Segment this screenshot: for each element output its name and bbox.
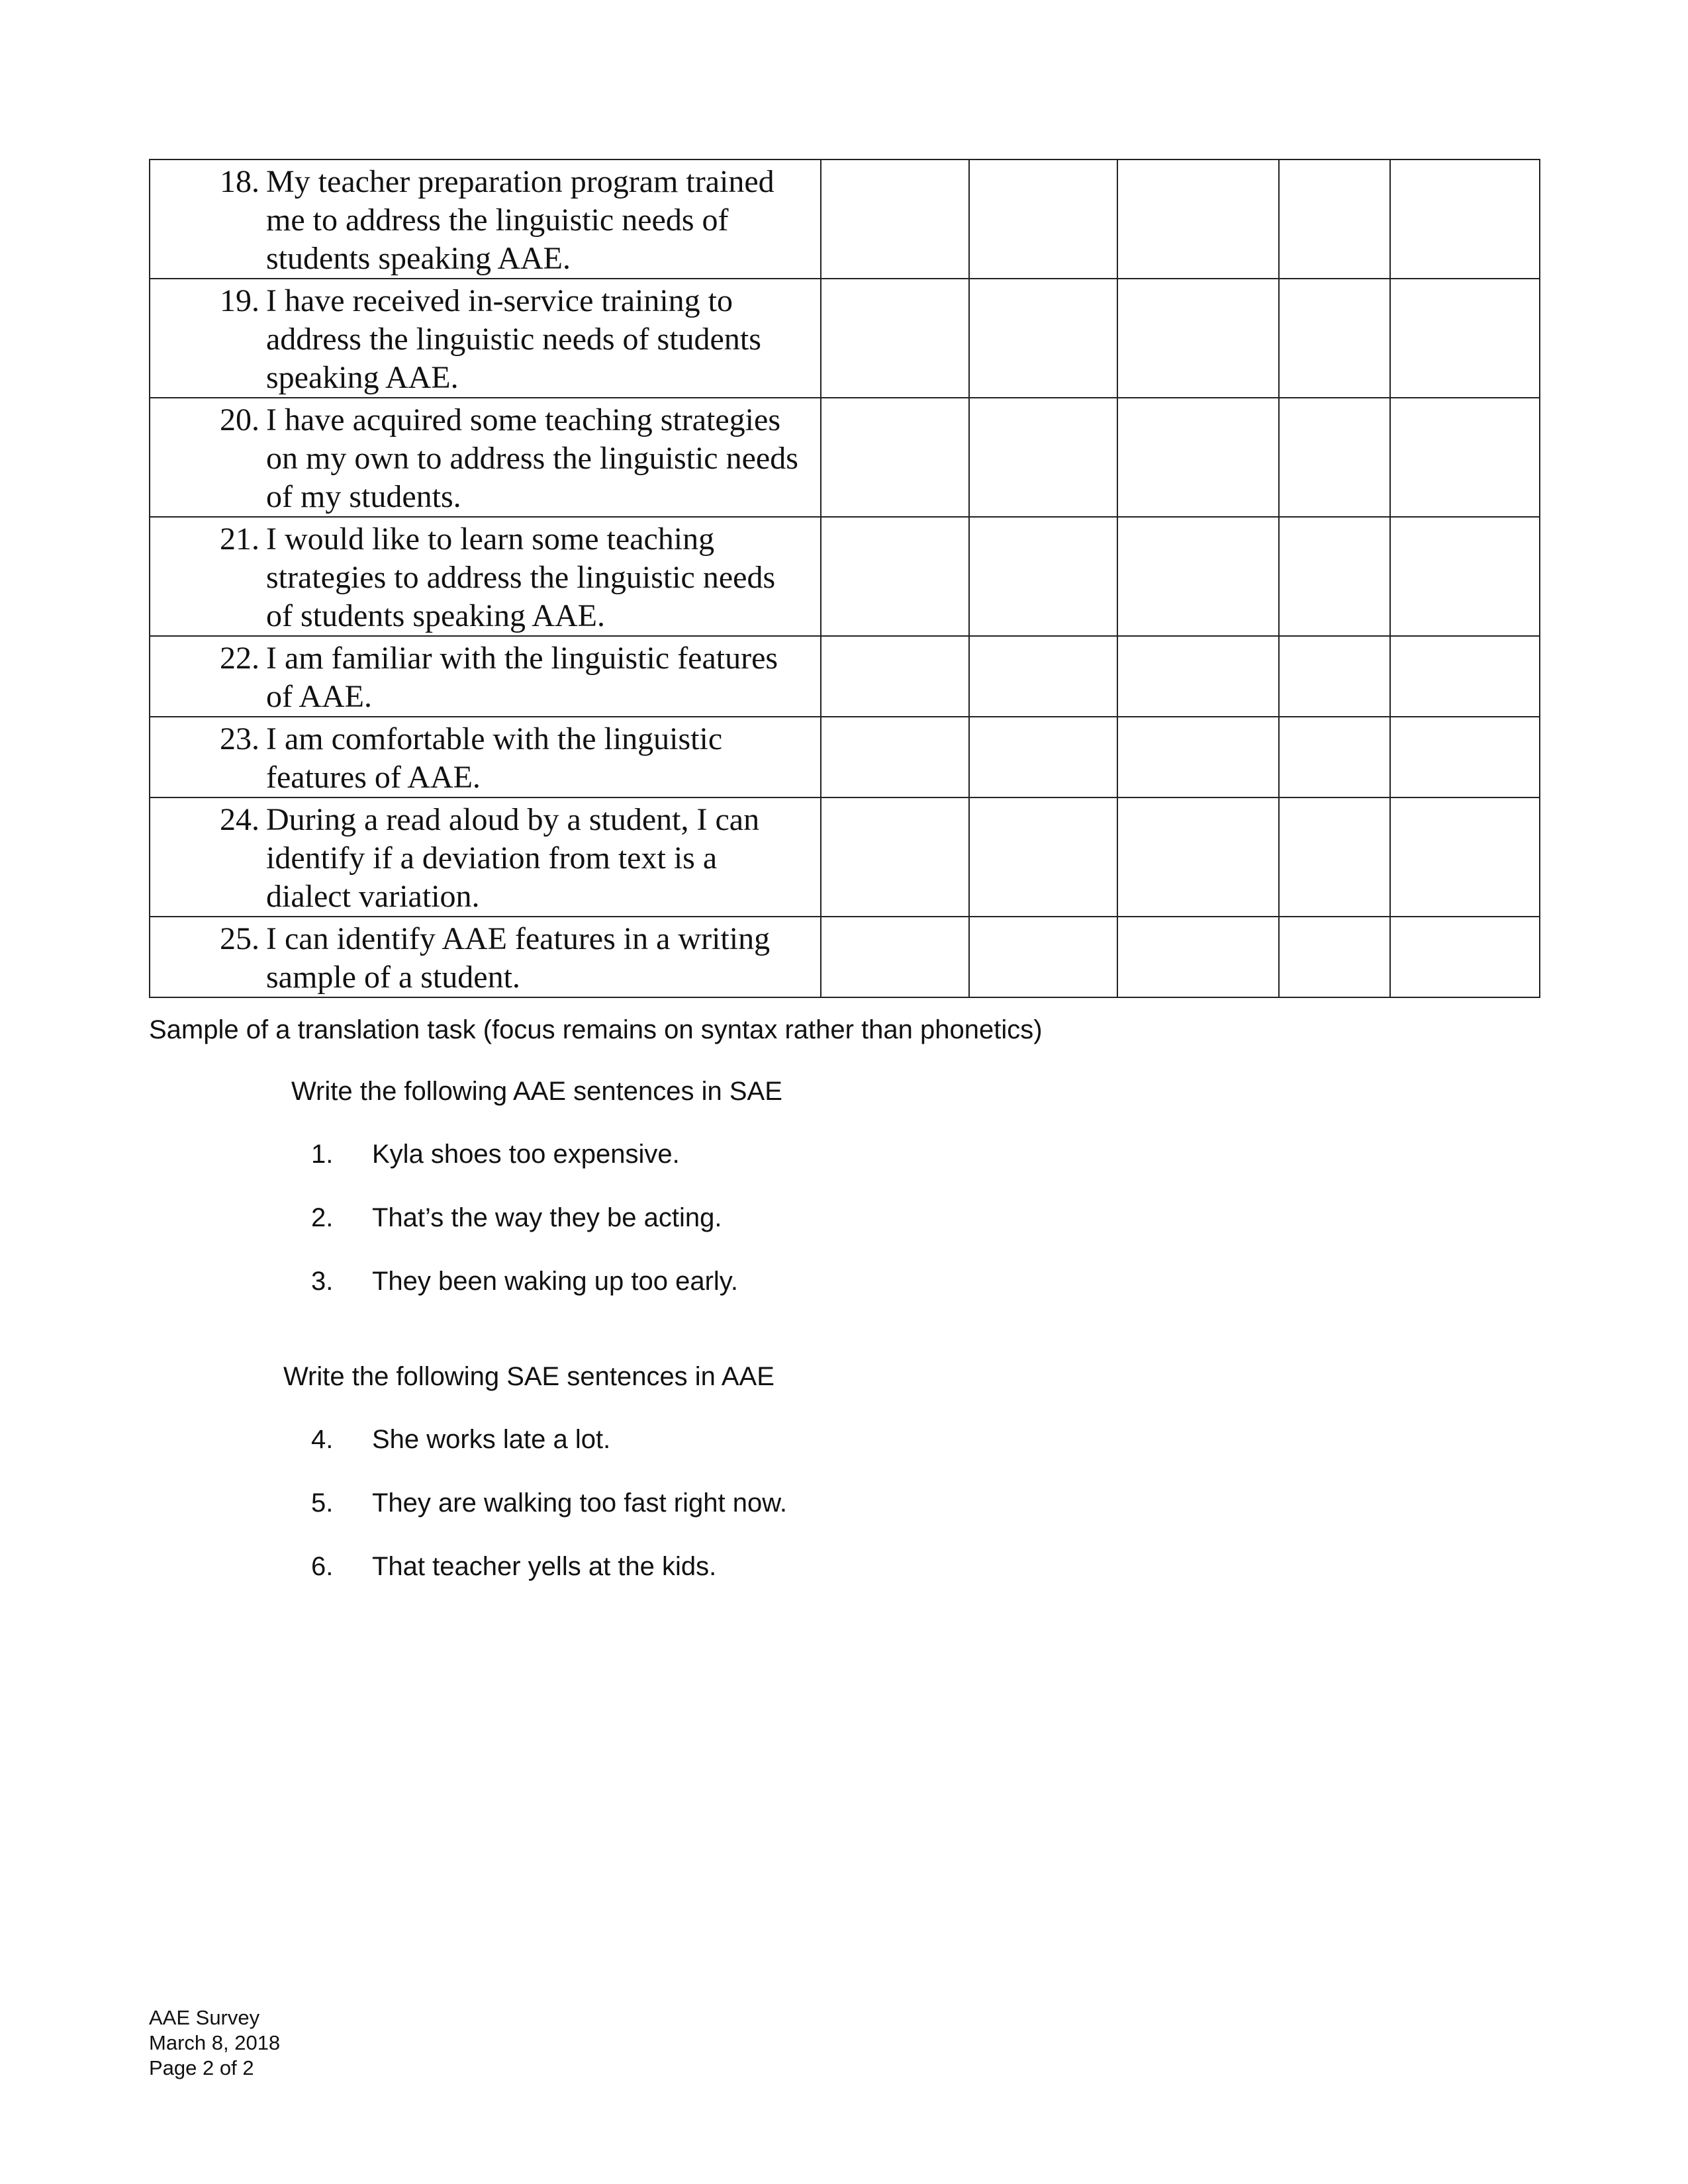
response-cell[interactable] [821,797,969,917]
response-cell[interactable] [1390,398,1540,517]
response-cell[interactable] [1390,279,1540,398]
question-cell [150,717,821,797]
question-number: 23. [220,721,259,756]
response-cell[interactable] [1117,398,1279,517]
item-number: 3. [311,1267,334,1296]
question-text: I am familiar with the linguistic features of AAE. [266,641,778,714]
table-row [150,797,1540,917]
table-row [150,717,1540,797]
response-cell[interactable] [969,797,1117,917]
survey-table [149,159,1540,998]
response-cell[interactable] [1390,917,1540,997]
list-item [311,1551,787,1582]
list-item [311,1265,738,1297]
response-cell[interactable] [1279,717,1390,797]
response-cell[interactable] [821,398,969,517]
question-number: 25. [220,921,259,956]
response-cell[interactable] [969,636,1117,717]
response-cell[interactable] [1117,517,1279,636]
question-number: 22. [220,641,259,676]
question-cell [150,398,821,517]
page-footer [149,2005,280,2081]
translation-task-intro: Sample of a translation task (focus remains on syntax rather than phonetics) [149,1015,1043,1044]
response-cell[interactable] [1390,517,1540,636]
response-cell[interactable] [821,717,969,797]
response-cell[interactable] [1117,917,1279,997]
response-cell[interactable] [1117,159,1279,279]
response-cell[interactable] [969,398,1117,517]
question-text: During a read aloud by a student, I can identify if a deviation from text is a dialect variation. [266,802,760,914]
response-cell[interactable] [1279,159,1390,279]
question-cell [150,636,821,717]
table-row [150,279,1540,398]
item-text: She works late a lot. [372,1425,611,1454]
response-cell[interactable] [1117,279,1279,398]
table-row [150,398,1540,517]
response-cell[interactable] [821,159,969,279]
response-cell[interactable] [821,636,969,717]
response-cell[interactable] [969,279,1117,398]
footer-title: AAE Survey [149,2006,260,2029]
question-cell [150,797,821,917]
question-cell [150,917,821,997]
list-item [311,1487,787,1519]
question-number: 24. [220,802,259,837]
item-number: 1. [311,1140,334,1169]
question-number: 21. [220,522,259,557]
response-cell[interactable] [969,517,1117,636]
footer-page-number: Page 2 of 2 [149,2056,254,2079]
item-number: 5. [311,1488,334,1518]
response-cell[interactable] [821,517,969,636]
question-cell [150,159,821,279]
question-number: 18. [220,164,259,199]
item-text: That’s the way they be acting. [372,1203,722,1232]
response-cell[interactable] [1390,717,1540,797]
section2-instruction: Write the following SAE sentences in AAE [283,1362,774,1391]
question-text: I have received in-service training to address the linguistic needs of students speaking AAE. [266,283,761,395]
response-cell[interactable] [1279,797,1390,917]
question-text: My teacher preparation program trained me to address the linguistic needs of students speaking AAE. [266,164,774,276]
table-row [150,517,1540,636]
footer-date: March 8, 2018 [149,2031,281,2054]
list-item [311,1202,738,1234]
response-cell[interactable] [1390,636,1540,717]
response-cell[interactable] [1117,797,1279,917]
item-text: They are walking too fast right now. [372,1488,787,1518]
item-text: That teacher yells at the kids. [372,1552,717,1581]
response-cell[interactable] [821,279,969,398]
item-text: They been waking up too early. [372,1267,738,1296]
section1-list [311,1138,738,1329]
item-number: 2. [311,1203,334,1232]
response-cell[interactable] [969,159,1117,279]
table-row [150,917,1540,997]
question-cell [150,517,821,636]
table-row [150,636,1540,717]
response-cell[interactable] [1279,398,1390,517]
response-cell[interactable] [1390,159,1540,279]
question-number: 19. [220,283,259,318]
response-cell[interactable] [1279,917,1390,997]
response-cell[interactable] [1390,797,1540,917]
question-cell [150,279,821,398]
question-text: I have acquired some teaching strategies on my own to address the linguistic needs of my students. [266,402,798,514]
list-item [311,1424,787,1455]
response-cell[interactable] [969,717,1117,797]
response-cell[interactable] [1117,717,1279,797]
question-text: I would like to learn some teaching strategies to address the linguistic needs of students speaking AAE. [266,522,776,633]
item-text: Kyla shoes too expensive. [372,1140,680,1169]
question-text: I can identify AAE features in a writing sample of a student. [266,921,771,995]
section1-instruction: Write the following AAE sentences in SAE [291,1077,782,1106]
response-cell[interactable] [969,917,1117,997]
question-text: I am comfortable with the linguistic features of AAE. [266,721,723,795]
table-row [150,159,1540,279]
response-cell[interactable] [1279,279,1390,398]
response-cell[interactable] [821,917,969,997]
response-cell[interactable] [1117,636,1279,717]
item-number: 6. [311,1552,334,1581]
response-cell[interactable] [1279,517,1390,636]
item-number: 4. [311,1425,334,1454]
list-item [311,1138,738,1170]
section2-list [311,1424,787,1614]
response-cell[interactable] [1279,636,1390,717]
question-number: 20. [220,402,259,437]
